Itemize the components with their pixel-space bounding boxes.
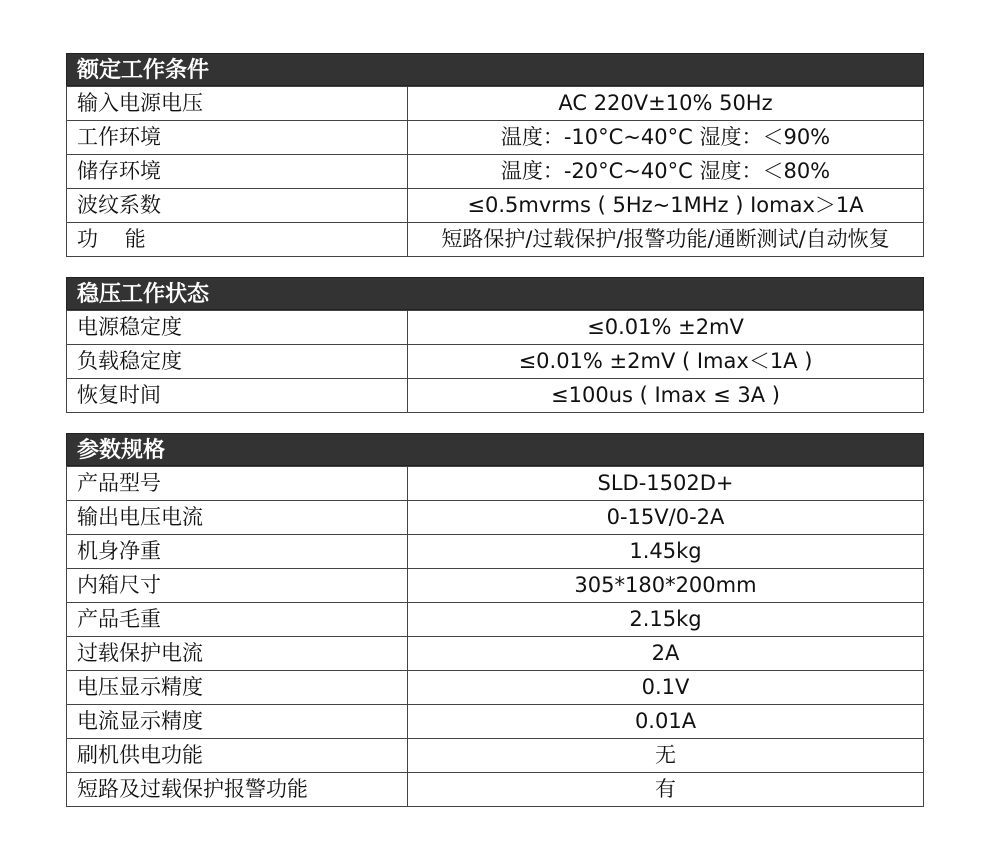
row-value: 无 [408,739,924,773]
row-value: 0.1V [408,671,924,705]
row-value: 2A [408,637,924,671]
row-label: 产品毛重 [67,603,408,637]
table-row [67,739,924,773]
row-value: 有 [408,773,924,807]
row-label: 负载稳定度 [67,345,408,379]
table-row [67,637,924,671]
spec-table [66,466,924,807]
section-rated-conditions [66,53,924,257]
table-row [67,345,924,379]
table-row [67,189,924,223]
row-value: 温度：-20°C~40°C 湿度：＜80% [408,155,924,189]
table-row [67,87,924,121]
row-value: 2.15kg [408,603,924,637]
table-row [67,535,924,569]
row-label: 电源稳定度 [67,311,408,345]
row-label: 输出电压电流 [67,501,408,535]
row-label: 刷机供电功能 [67,739,408,773]
table-row [67,705,924,739]
row-label: 过载保护电流 [67,637,408,671]
row-value: SLD-1502D+ [408,467,924,501]
row-label: 产品型号 [67,467,408,501]
section-regulation-state [66,277,924,413]
row-value: AC 220V±10% 50Hz [408,87,924,121]
table-row [67,155,924,189]
row-label: 内箱尺寸 [67,569,408,603]
row-value: 0-15V/0-2A [408,501,924,535]
table-row [67,121,924,155]
row-value: 1.45kg [408,535,924,569]
row-value: 0.01A [408,705,924,739]
row-label: 机身净重 [67,535,408,569]
row-label: 功 能 [67,223,408,257]
table-row [67,603,924,637]
row-label: 电流显示精度 [67,705,408,739]
row-label: 恢复时间 [67,379,408,413]
table-row [67,311,924,345]
row-value: 305*180*200mm [408,569,924,603]
row-label: 波纹系数 [67,189,408,223]
row-value: ≤0.5mvrms ( 5Hz~1MHz ) Iomax＞1A [408,189,924,223]
row-label: 输入电源电压 [67,87,408,121]
section-title: 参数规格 [66,433,924,466]
table-row [67,379,924,413]
table-row [67,773,924,807]
table-row [67,569,924,603]
table-row [67,501,924,535]
row-value: ≤0.01% ±2mV ( Imax＜1A ) [408,345,924,379]
row-value: ≤100us ( Imax ≤ 3A ) [408,379,924,413]
row-value: ≤0.01% ±2mV [408,311,924,345]
row-label: 工作环境 [67,121,408,155]
table-row [67,467,924,501]
section-title: 额定工作条件 [66,53,924,86]
row-label: 电压显示精度 [67,671,408,705]
table-row [67,223,924,257]
row-label: 储存环境 [67,155,408,189]
section-specifications [66,433,924,807]
row-value: 温度：-10°C~40°C 湿度：＜90% [408,121,924,155]
row-label: 短路及过载保护报警功能 [67,773,408,807]
row-value: 短路保护/过载保护/报警功能/通断测试/自动恢复 [408,223,924,257]
spec-table [66,86,924,257]
section-title: 稳压工作状态 [66,277,924,310]
table-row [67,671,924,705]
spec-table [66,310,924,413]
